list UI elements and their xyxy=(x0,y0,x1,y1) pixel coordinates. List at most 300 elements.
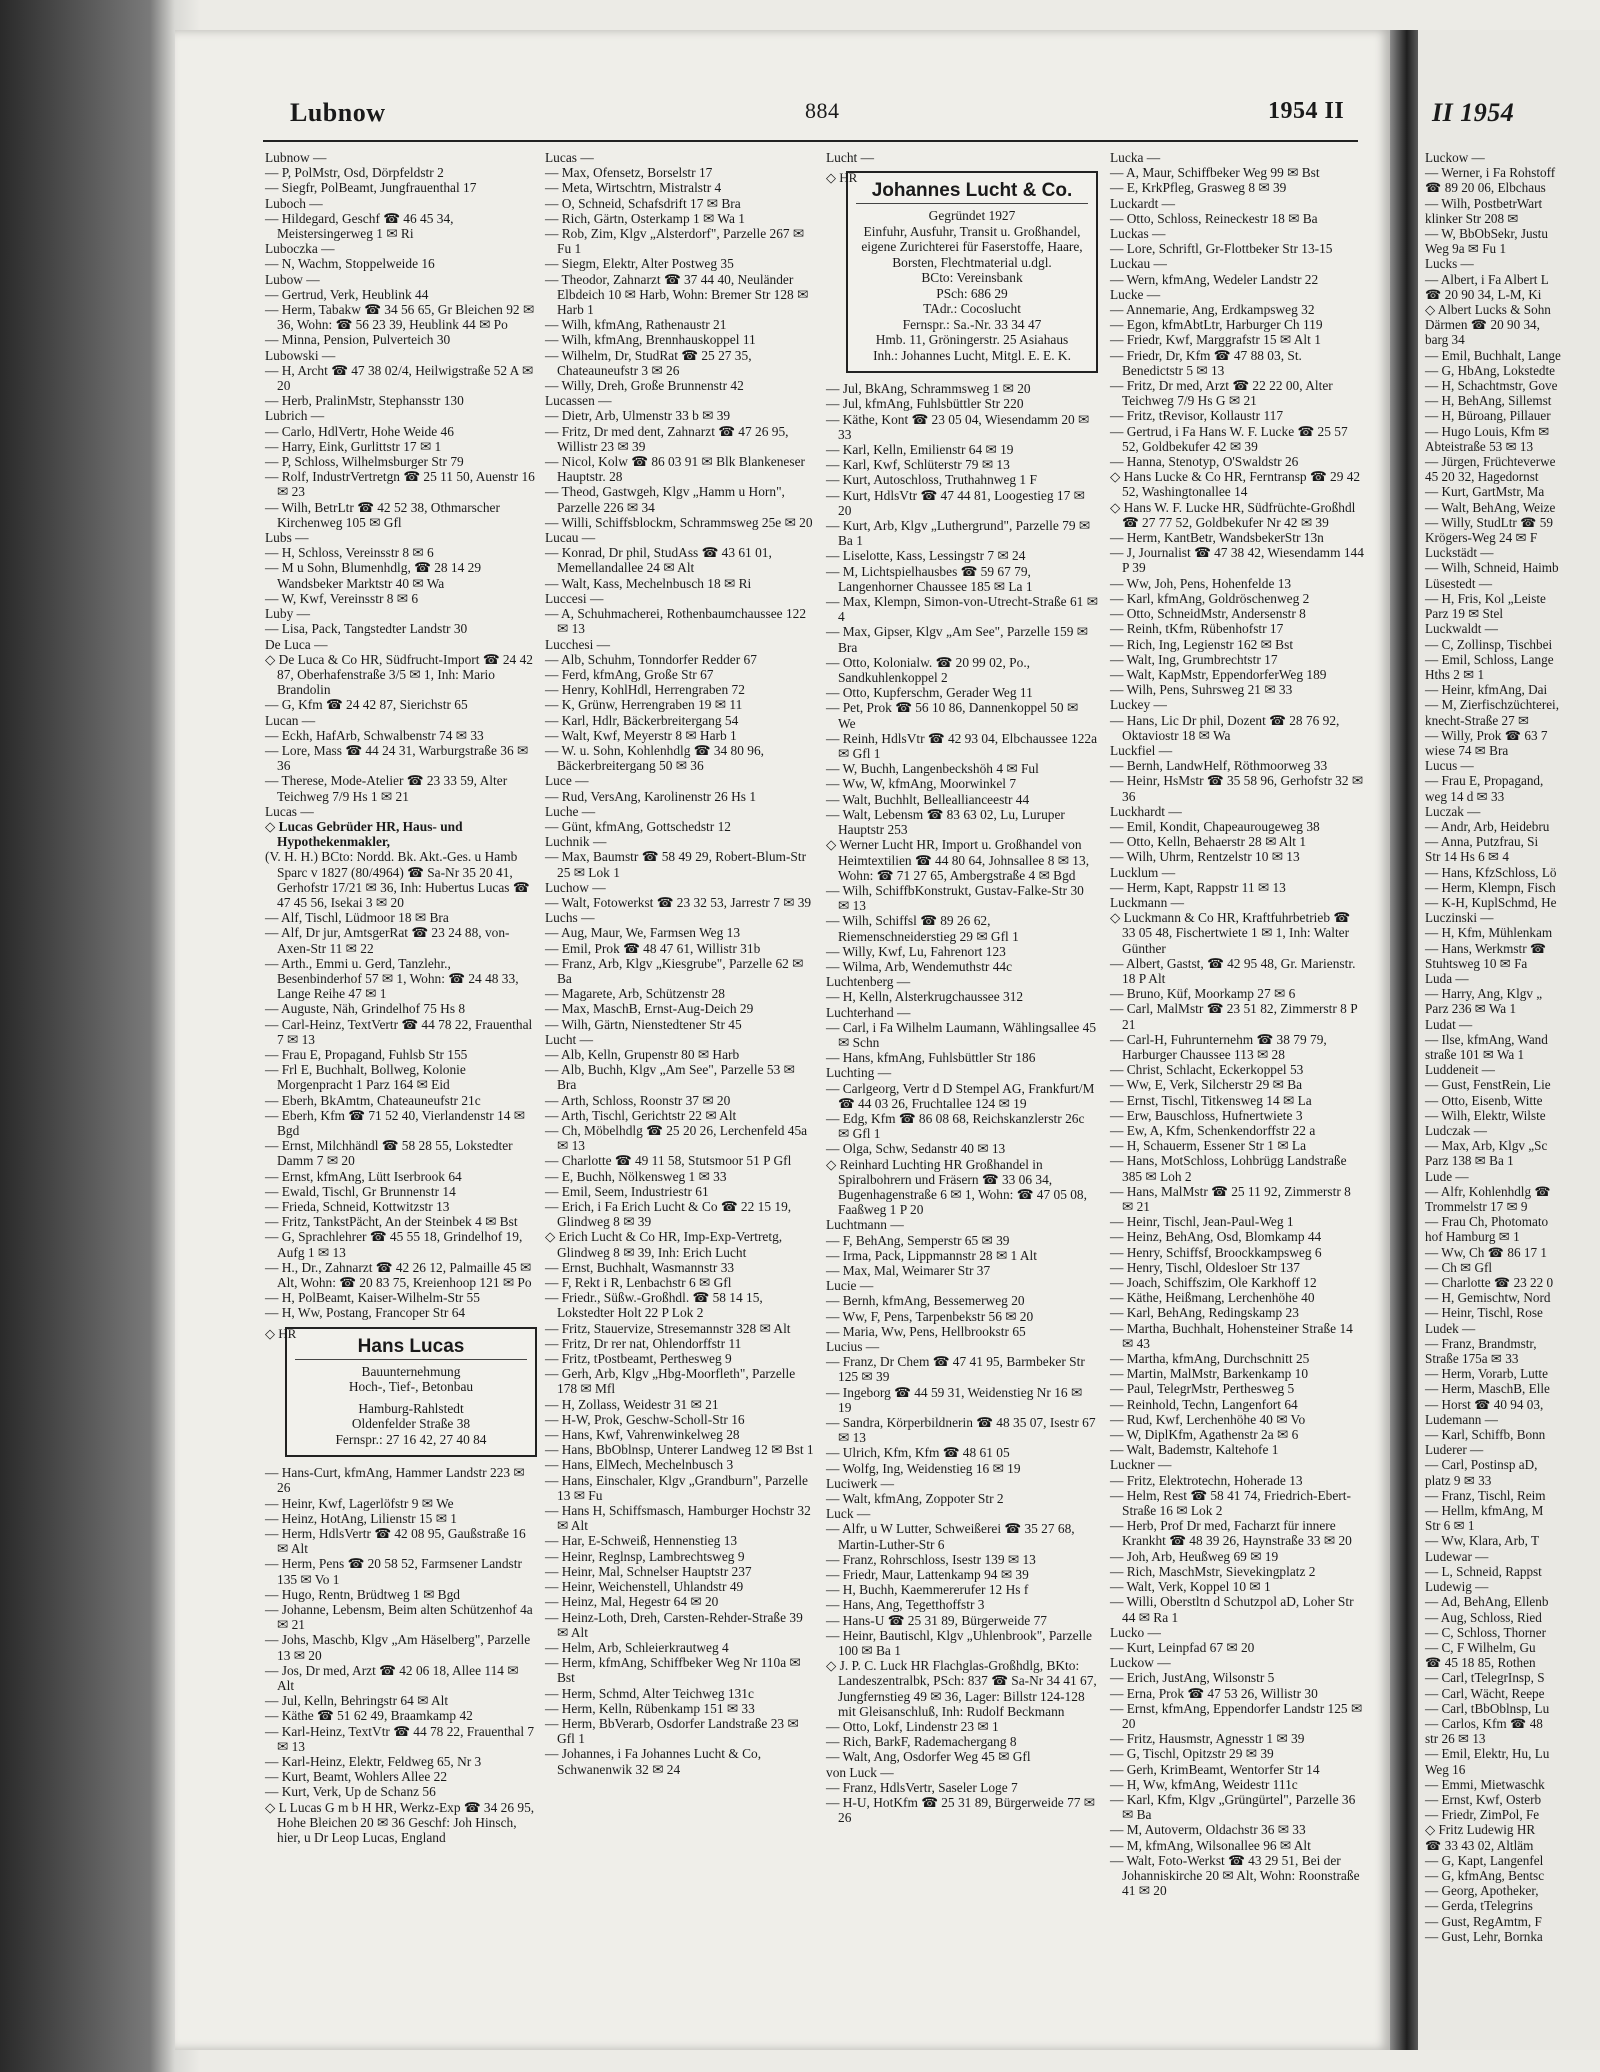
directory-entry: — Har, E-Schweiß, Hennenstieg 13 xyxy=(545,1533,738,1549)
directory-entry: — L, Schneid, Rappst xyxy=(1425,1563,1542,1579)
directory-entry: klinker Str 208 ✉ xyxy=(1425,210,1519,226)
directory-entry: — E, Buchh, Nölkensweg 1 ✉ 33 xyxy=(545,1168,727,1184)
directory-entry: — Heinr, Tischl, Jean-Paul-Weg 1 xyxy=(1110,1214,1294,1230)
directory-entry: — Emil, Schloss, Lange xyxy=(1425,651,1554,667)
directory-entry: — Martin, MalMstr, Barkenkamp 10 xyxy=(1110,1366,1309,1382)
book-gutter xyxy=(1390,30,1418,2050)
directory-entry: — Erna, Prok ☎ 47 53 26, Willistr 30 xyxy=(1110,1685,1318,1701)
directory-entry: — W, Buchh, Langenbeckshöh 4 ✉ Ful xyxy=(826,761,1039,777)
directory-entry: — Erw, Bauschloss, Hufnertwiete 3 xyxy=(1110,1107,1303,1123)
directory-entry: — H., Dr., Zahnarzt ☎ 42 26 12, Palmaille 45 ✉ Alt, Wohn: ☎ 20 83 75, Kreienhoop 121 ✉ Po xyxy=(265,1259,532,1291)
directory-entry: — Andr, Arb, Heidebru xyxy=(1425,818,1550,834)
directory-entry: — Heinr, Tischl, Rose xyxy=(1425,1305,1543,1321)
surname-heading: Lüsestedt — xyxy=(1425,575,1493,591)
directory-entry: str 26 ✉ 13 xyxy=(1425,1731,1486,1747)
surname-heading: Luckhardt — xyxy=(1110,803,1182,819)
directory-entry: — Olga, Schw, Sedanstr 40 ✉ 13 xyxy=(826,1141,1006,1157)
directory-entry: — Wilh, Schneid, Haimb xyxy=(1425,560,1559,576)
directory-entry: — Käthe, Heißmang, Lerchenhöhe 40 xyxy=(1110,1290,1315,1306)
directory-entry: ◇ Erich Lucht & Co HR, Imp-Exp-Vertretg, Glindweg 8 ✉ 39, Inh: Erich Lucht xyxy=(545,1229,783,1260)
surname-heading: Luckau — xyxy=(1110,256,1167,272)
directory-entry: — P, PolMstr, Osd, Dörpfeldstr 2 xyxy=(265,165,444,181)
ad-line: Fernspr.: Sa.-Nr. 33 34 47 xyxy=(902,316,1042,332)
surname-heading: De Luca — xyxy=(265,636,328,652)
directory-entry: — Hans, ElMech, Mechelnbusch 3 xyxy=(545,1457,734,1473)
directory-entry: — Henry, KohlHdl, Herrengraben 72 xyxy=(545,682,745,698)
directory-entry: — Auguste, Näh, Grindelhof 75 Hs 8 xyxy=(265,1001,466,1017)
directory-entry: — Max, Baumstr ☎ 58 49 29, Robert-Blum-Str 25 ✉ Lok 1 xyxy=(545,849,807,880)
directory-entry: — H, Gemischtw, Nord xyxy=(1425,1290,1551,1306)
surname-heading: Luche — xyxy=(545,803,596,819)
directory-entry: — Nicol, Kolw ☎ 86 03 91 ✉ Blk Blankeneser Hauptstr. 28 xyxy=(545,454,805,485)
directory-entry: — Herb, PralinMstr, Stephansstr 130 xyxy=(265,393,464,409)
directory-entry: — Jul, BkAng, Schrammsweg 1 ✉ 20 xyxy=(826,381,1031,397)
surname-heading: Luchterhand — xyxy=(826,1004,911,1020)
surname-heading: Lucchesi — xyxy=(545,636,611,652)
directory-entry: ◇ Werner Lucht HR, Import u. Großhandel von Heimtextilien ☎ 44 80 64, Johnsallee 8 ✉ 13, Wohn: ☎ 71 27 65, Ambergstraße 4 ✉ Bgd xyxy=(826,837,1090,883)
directory-entry: — Walt, Fotowerkst ☎ 23 32 53, Jarrestr 7 ✉ 39 xyxy=(545,894,812,910)
directory-entry: Str 6 ✉ 1 xyxy=(1425,1518,1475,1534)
surname-heading: Lucassen — xyxy=(545,393,612,409)
directory-entry: — Karl, Kwf, Schlüterstr 79 ✉ 13 xyxy=(826,457,1010,473)
directory-entry: Krögers-Weg 24 ✉ F xyxy=(1425,530,1538,546)
directory-entry: — M, kfmAng, Wilsonallee 96 ✉ Alt xyxy=(1110,1837,1311,1853)
ad-title: Hans Lucas xyxy=(295,1335,527,1360)
directory-entry: — Frau E, Propagand, Fuhlsb Str 155 xyxy=(265,1046,468,1062)
ad-line: Hmb. 11, Gröningerstr. 25 Asiahaus xyxy=(875,332,1069,348)
directory-entry: — Walt, Lebensm ☎ 83 63 02, Lu, Luruper Hauptstr 253 xyxy=(826,806,1065,838)
directory-entry: — Henry, Schiffsf, Broockkampsweg 6 xyxy=(1110,1244,1322,1260)
directory-entry: — Herm, Vorarb, Lutte xyxy=(1425,1366,1548,1382)
directory-entry: — Reinhold, Techn, Langenfort 64 xyxy=(1110,1396,1298,1412)
directory-entry: — Aug, Schloss, Ried xyxy=(1425,1609,1542,1625)
directory-entry: — Emil, Prok ☎ 48 47 61, Willistr 31b xyxy=(545,940,761,956)
directory-entry: — Bernh, LandwHelf, Röthmoorweg 33 xyxy=(1110,758,1328,774)
directory-entry: — Max, Mal, Weimarer Str 37 xyxy=(826,1262,991,1278)
directory-entry: — Ernst, Buchhalt, Wasmannstr 33 xyxy=(545,1259,735,1275)
directory-entry: — Charlotte ☎ 49 11 58, Stutsmoor 51 P Gfl xyxy=(545,1153,792,1169)
directory-entry: — Herm, Kapt, Rappstr 11 ✉ 13 xyxy=(1110,879,1286,895)
directory-entry: platz 9 ✉ 33 xyxy=(1425,1472,1492,1488)
surname-heading: Ludemann — xyxy=(1425,1411,1498,1427)
directory-entry: — Herm, Tabakw ☎ 34 56 65, Gr Bleichen 92 ✉ 36, Wohn: ☎ 56 23 39, Heublink 44 ✉ Po xyxy=(265,302,535,333)
surname-heading: Luckstädt — xyxy=(1425,545,1494,561)
directory-entry: — Gerda, tTelegrins xyxy=(1425,1898,1533,1914)
surname-heading: Lucius — xyxy=(826,1339,880,1354)
directory-entry: — Theod, Gastwgeh, Klgv „Hamm u Horn", Parzelle 226 ✉ 34 xyxy=(545,484,785,515)
directory-entry: — Karl, Kfm, Klgv „Grüngürtel", Parzelle 36 ✉ Ba xyxy=(1110,1791,1356,1823)
directory-entry: — Egon, kfmAbtLtr, Harburger Ch 119 xyxy=(1110,317,1323,333)
directory-entry: ◇ L Lucas G m b H HR, Werkz-Exp ☎ 34 26 95, Hohe Bleichen 20 ✉ 36 Geschf: Joh Hinsch, hier, u Dr Leop Lucas, England xyxy=(265,1799,535,1846)
directory-entry: — Walt, Foto-Werkst ☎ 43 29 51, Bei der Johanniskirche 20 ✉ Alt, Wohn: Roonstraße 41 ✉ 20 xyxy=(1110,1852,1360,1899)
ad-line: TAdr.: Cocoslucht xyxy=(923,301,1021,317)
directory-entry: — Otto, Schloss, Reineckestr 18 ✉ Ba xyxy=(1110,210,1318,226)
directory-entry: — C, F Wilhelm, Gu xyxy=(1425,1639,1536,1655)
directory-entry: — Hildegard, Geschf ☎ 46 45 34, Meistersingerweg 1 ✉ Ri xyxy=(265,210,454,242)
directory-entry: — Friedr., Süßw.-Großhdl. ☎ 58 14 15, Lokstedter Holt 22 P Lok 2 xyxy=(545,1290,763,1321)
directory-entry: — M, Autoverm, Oldachstr 36 ✉ 33 xyxy=(1110,1822,1306,1838)
directory-entry: — G, Tischl, Opitzstr 29 ✉ 39 xyxy=(1110,1746,1274,1762)
directory-entry: — Eberh, Kfm ☎ 71 52 40, Vierlandenstr 14 ✉ Bgd xyxy=(265,1107,526,1138)
surname-heading: Luchow — xyxy=(545,879,606,895)
directory-entry: — Franz, Arb, Klgv „Kiesgrube", Parzelle 62 ✉ Ba xyxy=(545,955,804,986)
directory-entry: — Walt, Verk, Koppel 10 ✉ 1 xyxy=(1110,1579,1271,1595)
directory-entry: — Otto, Lokf, Lindenstr 23 ✉ 1 xyxy=(826,1719,999,1735)
surname-heading: Luckfiel — xyxy=(1110,742,1173,758)
directory-entry: ◇ Fritz Ludewig HR xyxy=(1425,1822,1536,1838)
directory-entry: — Hans, MalMstr ☎ 25 11 92, Zimmerstr 8 ✉ 21 xyxy=(1110,1183,1351,1215)
directory-entry: — Otto, Kolonialw. ☎ 20 99 02, Po., Sandkuhlenkoppel 2 xyxy=(826,654,1031,686)
directory-entry: — Alf, Dr jur, AmtsgerRat ☎ 23 24 88, von-Axen-Str 11 ✉ 22 xyxy=(265,925,510,956)
directory-entry: — H-W, Prok, Geschw-Scholl-Str 16 xyxy=(545,1411,745,1427)
directory-entry: — Therese, Mode-Atelier ☎ 23 33 59, Alter Teichweg 7/9 Hs 1 ✉ 21 xyxy=(265,773,508,804)
directory-entry: — Hans, Werkmstr ☎ xyxy=(1425,940,1547,956)
surname-heading: Ludczak — xyxy=(1425,1123,1487,1138)
directory-entry: (V. H. H.) BCto: Nordd. Bk. Akt.-Ges. u Hamb Sparc v 1827 (80/4964) ☎ Sa-Nr 35 20 41, Gerhofstr 17/21 ✉ 36, Inh: Hubertus Lucas ☎ 47 45 56, Isekai 3 ✉ 20 xyxy=(265,849,530,910)
directory-entry: — A, Schuhmacherei, Rothenbaumchaussee 122 ✉ 13 xyxy=(545,606,807,637)
directory-entry: — Gertrud, Verk, Heublink 44 xyxy=(265,286,429,302)
ad-frame xyxy=(285,1327,537,1458)
directory-entry: — Herm, Pens ☎ 20 58 52, Farmsener Landstr 135 ✉ Vo 1 xyxy=(265,1556,522,1587)
surname-heading: Ludewar — xyxy=(1425,1548,1489,1564)
surname-heading: Luckardt — xyxy=(1110,195,1176,211)
surname-heading: Ludek — xyxy=(1425,1320,1476,1336)
directory-entry: — G, Sprachlehrer ☎ 45 55 18, Grindelhof 19, Aufg 1 ✉ 13 xyxy=(265,1229,523,1260)
directory-entry: — H, Fris, Kol „Leiste xyxy=(1425,590,1546,606)
directory-entry: — Carl, i Fa Wilhelm Laumann, Wählingsallee 45 ✉ Schn xyxy=(826,1019,1097,1050)
directory-entry: — M, Lichtspielhausbes ☎ 59 67 79, Langenhorner Chaussee 185 ✉ La 1 xyxy=(826,563,1033,594)
directory-entry: — Heinr, kfmAng, Dai xyxy=(1425,682,1548,698)
directory-entry: — Meta, Wirtschtrn, Mistralstr 4 xyxy=(545,180,722,196)
directory-entry: — W, DiplKfm, Agathenstr 2a ✉ 6 xyxy=(1110,1427,1299,1443)
directory-entry: — Gertrud, i Fa Hans W. F. Lucke ☎ 25 57 52, Goldbekufer 42 ✉ 39 xyxy=(1110,423,1348,454)
directory-entry: — Emil, Kondit, Chapeaurougeweg 38 xyxy=(1110,818,1320,834)
directory-entry: ◇ Albert Lucks & Sohn xyxy=(1425,302,1551,318)
surname-heading: Lucko — xyxy=(1110,1624,1161,1640)
directory-entry: — Wilma, Arb, Wendemuthstr 44c xyxy=(826,958,1013,974)
surname-heading: Luckow — xyxy=(1110,1655,1171,1671)
directory-entry: — Fritz, Dr med dent, Zahnarzt ☎ 47 26 95, Willistr 23 ✉ 39 xyxy=(545,423,789,454)
directory-entry: — Eberh, BkAmtm, Chateauneufstr 21c xyxy=(265,1092,481,1108)
directory-entry: — Ch ✉ Gfl xyxy=(1425,1259,1493,1275)
directory-entry: — Friedr, Maur, Lattenkamp 94 ✉ 39 xyxy=(826,1567,1029,1583)
directory-entry: — Fritz, tRevisor, Kollaustr 117 xyxy=(1110,408,1284,424)
directory-entry: — Emil, Elektr, Hu, Lu xyxy=(1425,1746,1550,1762)
directory-entry: — Karl-Heinz, Elektr, Feldweg 65, Nr 3 xyxy=(265,1754,482,1769)
directory-entry: ◇ Lucas Gebrüder HR, Haus- und Hypothekenmakler, xyxy=(265,818,463,850)
surname-heading: Luddeneit — xyxy=(1425,1062,1495,1078)
directory-entry: Därmen ☎ 20 90 34, xyxy=(1425,317,1540,333)
directory-entry: — Ernst, kfmAng, Eppendorfer Landstr 125 ✉ 20 xyxy=(1110,1700,1363,1731)
directory-entry: — Lore, Mass ☎ 44 24 31, Warburgstraße 36 ✉ 36 xyxy=(265,742,529,774)
surname-heading: Luck — xyxy=(826,1506,871,1522)
directory-entry: — G, Kapt, Langenfel xyxy=(1425,1852,1544,1868)
surname-heading: Luby — xyxy=(265,606,311,622)
directory-entry: — Ww, W, kfmAng, Moorwinkel 7 xyxy=(826,776,1017,792)
directory-entry: — Willy, Prok ☎ 63 7 xyxy=(1425,727,1548,743)
directory-entry: — Magarete, Arb, Schützenstr 28 xyxy=(545,986,725,1002)
surname-heading: Lucas — xyxy=(545,150,594,165)
directory-entry: — Wilh, kfmAng, Brennhauskoppel 11 xyxy=(545,332,756,348)
directory-entry: — Karl, Schiffb, Bonn xyxy=(1425,1427,1546,1443)
directory-entry: — W, BbObSekr, Justu xyxy=(1425,226,1548,242)
directory-entry: — Walt, KapMstr, EppendorferWeg 189 xyxy=(1110,666,1327,682)
directory-entry: — Kurt, HdlsVtr ☎ 47 44 81, Loogestieg 17 ✉ 20 xyxy=(826,487,1085,518)
directory-entry: — Max, Gipser, Klgv „Am See", Parzelle 159 ✉ Bra xyxy=(826,624,1088,655)
surname-heading: Luciwerk — xyxy=(826,1475,895,1491)
directory-entry: ☎ 89 20 06, Elbchaus xyxy=(1425,180,1546,196)
ad-registry-mark: ◇ HR xyxy=(265,1325,297,1341)
directory-entry: ◇ De Luca & Co HR, Südfrucht-Import ☎ 24 42 87, Oberhafenstraße 3/5 ✉ 1, Inh: Mario Brandolin xyxy=(265,651,533,698)
directory-entry: — Ww, Klara, Arb, T xyxy=(1425,1533,1540,1549)
directory-entry: — Liselotte, Kass, Lessingstr 7 ✉ 24 xyxy=(826,548,1026,564)
surname-heading: Lude — xyxy=(1425,1168,1469,1184)
directory-entry: — Ad, BehAng, Ellenb xyxy=(1425,1594,1549,1610)
surname-heading: Lubrich — xyxy=(265,408,325,424)
ad-line: Oldenfelder Straße 38 xyxy=(351,1416,471,1432)
directory-entry: — Ilse, kfmAng, Wand xyxy=(1425,1031,1548,1047)
directory-entry: — A, Maur, Schiffbeker Weg 99 ✉ Bst xyxy=(1110,165,1320,181)
directory-entry: — Charlotte ☎ 23 22 0 xyxy=(1425,1275,1554,1291)
directory-entry: — Hans, MotSchloss, Lohbrügg Landstraße 385 ✉ Loh 2 xyxy=(1110,1153,1347,1184)
directory-entry: — Karl, BehAng, Redingskamp 23 xyxy=(1110,1305,1299,1321)
directory-entry: — Fritz, TankstPächt, An der Steinbek 4 ✉ Bst xyxy=(265,1214,518,1230)
surname-heading: Lucklum — xyxy=(1110,864,1176,880)
ad-line: Gegründet 1927 xyxy=(928,208,1016,224)
directory-entry: — Eckh, HafArb, Schwalbenstr 74 ✉ 33 xyxy=(265,727,484,743)
surname-heading: Luchs — xyxy=(545,910,595,926)
directory-entry: straße 101 ✉ Wa 1 xyxy=(1425,1046,1525,1062)
directory-entry: — Martha, kfmAng, Durchschnitt 25 xyxy=(1110,1351,1310,1367)
page-number: 884 xyxy=(805,98,840,123)
directory-entry: — Walt, Kwf, Meyerstr 8 ✉ Harb 1 xyxy=(545,727,737,743)
directory-entry: — Konrad, Dr phil, StudAss ☎ 43 61 01, Memellandallee 24 ✉ Alt xyxy=(545,545,772,576)
surname-heading: Luboczka — xyxy=(265,241,335,257)
directory-entry: — K-H, KuplSchmd, He xyxy=(1425,894,1557,910)
directory-entry: — Otto, Kupferschm, Gerader Weg 11 xyxy=(826,685,1033,701)
directory-entry: — Gerh, Arb, Klgv „Hbg-Moorfleth", Parzelle 178 ✉ Mfl xyxy=(545,1366,796,1397)
directory-entry: — Fritz, tPostbeamt, Perthesweg 9 xyxy=(545,1351,732,1367)
directory-entry: — Rud, Kwf, Lerchenhöhe 40 ✉ Vo xyxy=(1110,1411,1306,1427)
directory-entry: — H, Schloss, Vereinsstr 8 ✉ 6 xyxy=(265,545,434,561)
directory-entry: — Kurt, Beamt, Wohlers Allee 22 xyxy=(265,1769,448,1785)
directory-entry: — F, BehAng, Semperstr 65 ✉ 39 xyxy=(826,1232,1010,1248)
column-5-next-page xyxy=(1425,150,1595,1944)
directory-entry: — Kurt, Arb, Klgv „Luthergrund", Parzelle 79 ✉ Ba 1 xyxy=(826,518,1091,549)
directory-entry: — Joach, Schiffszim, Ole Karkhoff 12 xyxy=(1110,1275,1317,1291)
surname-heading: Lubnow — xyxy=(265,150,327,165)
directory-entry: — Heinz, BehAng, Osd, Blomkamp 44 xyxy=(1110,1229,1322,1245)
directory-entry: — Wilh, Elektr, Wilste xyxy=(1425,1107,1546,1123)
directory-entry: — Ew, A, Kfm, Schenkendorffstr 22 a xyxy=(1110,1123,1316,1138)
directory-entry: — Friedr, Kwf, Marggrafstr 15 ✉ Alt 1 xyxy=(1110,332,1321,348)
directory-entry: — Carlo, HdlVertr, Hohe Weide 46 xyxy=(265,423,454,439)
directory-entry: — Emil, Seem, Industriestr 61 xyxy=(545,1183,709,1199)
directory-entry: — Ewald, Tischl, Gr Brunnenstr 14 xyxy=(265,1183,456,1199)
directory-entry: — Hans H, Schiffsmasch, Hamburger Hochstr 32 ✉ Alt xyxy=(545,1503,811,1534)
directory-entry: — Werner, i Fa Rohstoff xyxy=(1425,165,1556,181)
directory-entry: — Herm, Schmd, Alter Teichweg 131c xyxy=(545,1685,754,1701)
directory-entry: — Herm, Kelln, Rübenkamp 151 ✉ 33 xyxy=(545,1700,755,1716)
directory-entry: Parz 236 ✉ Wa 1 xyxy=(1425,1001,1517,1017)
directory-entry: Hths 2 ✉ 1 xyxy=(1425,666,1485,682)
directory-entry: — Max, MaschB, Ernst-Aug-Deich 29 xyxy=(545,1001,754,1017)
directory-entry: — Alfr, u W Lutter, Schweißerei ☎ 35 27 68, Martin-Luther-Str 6 xyxy=(826,1521,1075,1552)
directory-entry: — Christ, Schlacht, Eckerkoppel 53 xyxy=(1110,1062,1304,1078)
directory-entry: — Wilh, kfmAng, Rathenaustr 21 xyxy=(545,317,727,333)
directory-entry: — Joh, Arb, Heußweg 69 ✉ 19 xyxy=(1110,1548,1279,1564)
directory-entry: — Ww, Joh, Pens, Hohenfelde 13 xyxy=(1110,575,1292,591)
directory-entry: — Herm, kfmAng, Schiffbeker Weg Nr 110a ✉ Bst xyxy=(545,1655,801,1686)
directory-entry: — Willy, Dreh, Große Brunnenstr 42 xyxy=(545,378,744,394)
directory-entry: — Carl, Wächt, Reepe xyxy=(1425,1685,1545,1701)
directory-entry: — Rob, Zim, Klgv „Alsterdorf", Parzelle 267 ✉ Fu 1 xyxy=(545,226,805,257)
surname-heading: Luccesi — xyxy=(545,590,604,606)
surname-heading: Luckow — xyxy=(1425,150,1485,165)
directory-entry: — Frau Ch, Photomato xyxy=(1425,1214,1549,1230)
directory-entry: — Erich, JustAng, Wilsonstr 5 xyxy=(1110,1670,1275,1686)
surname-heading: Luchtmann — xyxy=(826,1217,904,1233)
surname-heading: Luckas — xyxy=(1110,226,1166,242)
surname-heading: Lucau — xyxy=(545,530,596,546)
directory-entry: — Franz, Tischl, Reim xyxy=(1425,1487,1546,1503)
directory-entry: — Lisa, Pack, Tangstedter Landstr 30 xyxy=(265,621,468,637)
next-page-running-head: II 1954 xyxy=(1432,98,1515,127)
directory-entry: — Johs, Maschb, Klgv „Am Häselberg", Parzelle 13 ✉ 20 xyxy=(265,1632,531,1663)
directory-entry: — Friedr, ZimPol, Fe xyxy=(1425,1807,1540,1823)
directory-entry: — Carl-Heinz, TextVertr ☎ 44 78 22, Frauenthal 7 ✉ 13 xyxy=(265,1016,533,1047)
directory-entry: — M, Zierfischzüchterei, xyxy=(1425,697,1560,713)
directory-entry: — Otto, SchneidMstr, Andersenstr 8 xyxy=(1110,606,1306,622)
directory-entry: — Ernst, kfmAng, Lütt Iserbrook 64 xyxy=(265,1168,462,1184)
directory-entry: — Heinr, Mal, Schnelser Hauptstr 237 xyxy=(545,1563,752,1579)
surname-heading: Luboch — xyxy=(265,195,323,211)
directory-entry: — Max, Ofensetz, Borselstr 17 xyxy=(545,165,713,181)
directory-entry: — Karl, kfmAng, Goldröschenweg 2 xyxy=(1110,590,1310,606)
directory-entry: — Wilh, Gärtn, Nienstedtener Str 45 xyxy=(545,1016,742,1032)
surname-heading: Lubow — xyxy=(265,271,320,287)
directory-entry: Straße 175a ✉ 33 xyxy=(1425,1351,1519,1367)
directory-entry: — Kurt, Leinpfad 67 ✉ 20 xyxy=(1110,1639,1255,1655)
ad-line: BCto: Vereinsbank xyxy=(921,270,1023,286)
directory-entry: — Jürgen, Früchteverwe xyxy=(1425,454,1556,470)
directory-entry: Parz 138 ✉ Ba 1 xyxy=(1425,1153,1514,1169)
directory-entry: — Fritz, Dr rer nat, Ohlendorffstr 11 xyxy=(545,1335,742,1351)
directory-entry: — G, kfmAng, Bentsc xyxy=(1425,1867,1545,1883)
ad-line: Einfuhr, Ausfuhr, Transit u. Großhandel, eigene Zurichterei für Faserstoffe, Haare, Borsten, Flechtmaterial u.dgl. xyxy=(861,223,1083,270)
directory-entry: — Franz, Brandmstr, xyxy=(1425,1335,1537,1351)
directory-entry: — Jul, Kelln, Behringstr 64 ✉ Alt xyxy=(265,1693,449,1709)
directory-entry: — Hugo, Rentn, Brüdtweg 1 ✉ Bgd xyxy=(265,1586,460,1602)
directory-entry: — Fritz, Dr med, Arzt ☎ 22 22 00, Alter Teichweg 7/9 Hs G ✉ 21 xyxy=(1110,378,1333,409)
surname-heading: Lucka — xyxy=(1110,150,1161,165)
directory-entry: — Wilh, Schiffsl ☎ 89 26 62, Riemenschneiderstieg 29 ✉ Gfl 1 xyxy=(826,913,1019,944)
directory-entry: — Walt, Buchhlt, Belleallianceestr 44 xyxy=(826,791,1030,807)
directory-entry: — Hans-U ☎ 25 31 89, Bürgerweide 77 xyxy=(826,1612,1047,1628)
directory-entry: — Fritz, Hausmstr, Agnesstr 1 ✉ 39 xyxy=(1110,1731,1305,1747)
directory-entry: — Paul, TelegrMstr, Perthesweg 5 xyxy=(1110,1381,1295,1397)
directory-entry: — Gust, RegAmtm, F xyxy=(1425,1913,1542,1929)
directory-entry: — Hans, Ang, Tegetthoffstr 3 xyxy=(826,1597,985,1613)
directory-entry: — Karl-Heinz, TextVtr ☎ 44 78 22, Frauenthal 7 ✉ 13 xyxy=(265,1723,535,1754)
directory-entry: — Arth., Emmi u. Gerd, Tanzlehr., Besenbinderhof 57 ✉ 1, Wohn: ☎ 24 48 33, Lange Reihe 47 ✉ 1 xyxy=(265,955,519,1002)
directory-entry: — Friedr, Dr, Kfm ☎ 47 88 03, St. Benedictstr 5 ✉ 13 xyxy=(1110,347,1302,378)
directory-entry: — Hellm, kfmAng, M xyxy=(1425,1503,1544,1519)
directory-entry: — Georg, Apotheker, xyxy=(1425,1883,1539,1899)
directory-entry: — H, Ww, kfmAng, Weidestr 111c xyxy=(1110,1776,1298,1792)
directory-entry: ☎ 20 90 34, L-M, Ki xyxy=(1425,286,1542,302)
surname-heading: Lucke — xyxy=(1110,286,1161,302)
directory-entry: — Siegm, Elektr, Alter Postweg 35 xyxy=(545,256,734,272)
ad-line: Hoch-, Tief-, Betonbau xyxy=(348,1379,474,1395)
directory-entry: — Pet, Prok ☎ 56 10 86, Dannenkoppel 50 ✉ We xyxy=(826,700,1079,731)
directory-entry: — H, Schachtmstr, Gove xyxy=(1425,378,1558,394)
directory-entry: — Hans-Curt, kfmAng, Hammer Landstr 223 ✉ 26 xyxy=(265,1465,525,1496)
directory-entry: — P, Schloss, Wilhelmsburger Str 79 xyxy=(265,454,464,470)
directory-entry: — Wolfg, Ing, Weidenstieg 16 ✉ 19 xyxy=(826,1460,1021,1476)
directory-entry: — Hanna, Stenotyp, O'Swaldstr 26 xyxy=(1110,454,1299,470)
directory-entry: ◇ Luckmann & Co HR, Kraftfuhrbetrieb ☎ 33 05 48, Fischertwiete 1 ✉ 1, Inh: Walter Günther xyxy=(1110,910,1351,956)
directory-entry: — Herm, HdlsVertr ☎ 42 08 95, Gaußstraße 16 ✉ Alt xyxy=(265,1525,526,1557)
directory-entry: — K, Grünw, Herrengraben 19 ✉ 11 xyxy=(545,697,743,713)
directory-entry: — Willy, Kwf, Lu, Fahrenort 123 xyxy=(826,943,1006,959)
directory-entry: — Heinz, HotAng, Lilienstr 15 ✉ 1 xyxy=(265,1510,457,1526)
directory-entry: — Käthe ☎ 51 62 49, Braamkamp 42 xyxy=(265,1708,473,1724)
directory-entry: — Walt, kfmAng, Zoppoter Str 2 xyxy=(826,1491,1004,1507)
surname-heading: Luce — xyxy=(545,773,589,789)
directory-entry: — Ww, Ch ☎ 86 17 1 xyxy=(1425,1244,1547,1260)
directory-entry: — Horst ☎ 40 94 03, xyxy=(1425,1396,1544,1412)
directory-entry: — Ww, E, Verk, Silcherstr 29 ✉ Ba xyxy=(1110,1077,1303,1093)
directory-entry: — Siegfr, PolBeamt, Jungfrauenthal 17 xyxy=(265,180,477,196)
surname-heading: Luchting — xyxy=(826,1065,892,1081)
directory-entry: — Arth, Schloss, Roonstr 37 ✉ 20 xyxy=(545,1092,731,1108)
directory-entry: — Wilh, Uhrm, Rentzelstr 10 ✉ 13 xyxy=(1110,849,1300,865)
directory-entry: — Walt, Kass, Mechelnbusch 18 ✉ Ri xyxy=(545,575,752,591)
directory-entry: ☎ 45 18 85, Rothen xyxy=(1425,1655,1536,1671)
directory-entry: — H, Kelln, Alsterkrugchaussee 312 xyxy=(826,989,1024,1005)
directory-entry: — E, KrkPfleg, Grasweg 8 ✉ 39 xyxy=(1110,180,1287,196)
directory-entry: — Alfr, Kohlenhdlg ☎ xyxy=(1425,1183,1551,1199)
directory-entry: weg 14 d ✉ 33 xyxy=(1425,788,1505,804)
directory-entry: — Willi, Schiffsblockm, Schrammsweg 25e ✉ 20 xyxy=(545,514,813,530)
directory-entry: — Carl, tTelegrInsp, S xyxy=(1425,1670,1545,1686)
directory-entry: Weg 9a ✉ Fu 1 xyxy=(1425,241,1507,257)
ad-title: Johannes Lucht & Co. xyxy=(856,179,1088,204)
directory-entry: — Rud, VersAng, Karolinenstr 26 Hs 1 xyxy=(545,788,757,804)
directory-entry: — Reinh, HdlsVtr ☎ 42 93 04, Elbchaussee 122a ✉ Gfl 1 xyxy=(826,730,1098,762)
directory-entry: — G, HbAng, Lokstedte xyxy=(1425,362,1556,378)
directory-entry: — Carl, Postinsp aD, xyxy=(1425,1457,1538,1473)
directory-entry: — Günt, kfmAng, Gottschedstr 12 xyxy=(545,818,731,834)
directory-entry: Str 14 Hs 6 ✉ 4 xyxy=(1425,849,1509,865)
directory-entry: — Irma, Pack, Lippmannstr 28 ✉ 1 Alt xyxy=(826,1247,1037,1263)
directory-entry: — Herm, BbVerarb, Osdorfer Landstraße 23 ✉ Gfl 1 xyxy=(545,1715,799,1747)
surname-heading: Ludewig — xyxy=(1425,1579,1489,1595)
directory-entry: — Anna, Putzfrau, Si xyxy=(1425,834,1539,850)
directory-entry: — Max, Klempn, Simon-von-Utrecht-Straße 61 ✉ 4 xyxy=(826,594,1098,625)
directory-entry: — Walt, Bademstr, Kaltehofe 1 xyxy=(1110,1442,1279,1458)
directory-entry: — Edg, Kfm ☎ 86 08 68, Reichskanzlerstr 26c ✉ Gfl 1 xyxy=(826,1110,1085,1142)
directory-entry: — Karl, Hdlr, Bäckerbreitergang 54 xyxy=(545,712,739,728)
ad-line: Bauunternehmung xyxy=(361,1363,461,1379)
directory-entry: Trommelstr 17 ✉ 9 xyxy=(1425,1199,1528,1215)
directory-entry: — H-U, HotKfm ☎ 25 31 89, Bürgerweide 77 ✉ 26 xyxy=(826,1795,1096,1826)
directory-entry: — Hans, Kwf, Vahrenwinkelweg 28 xyxy=(545,1427,740,1443)
directory-entry: — Minna, Pension, Pulverteich 30 xyxy=(265,332,451,348)
surname-heading: Lubs — xyxy=(265,530,309,546)
surname-heading: Lucht — xyxy=(826,150,874,165)
